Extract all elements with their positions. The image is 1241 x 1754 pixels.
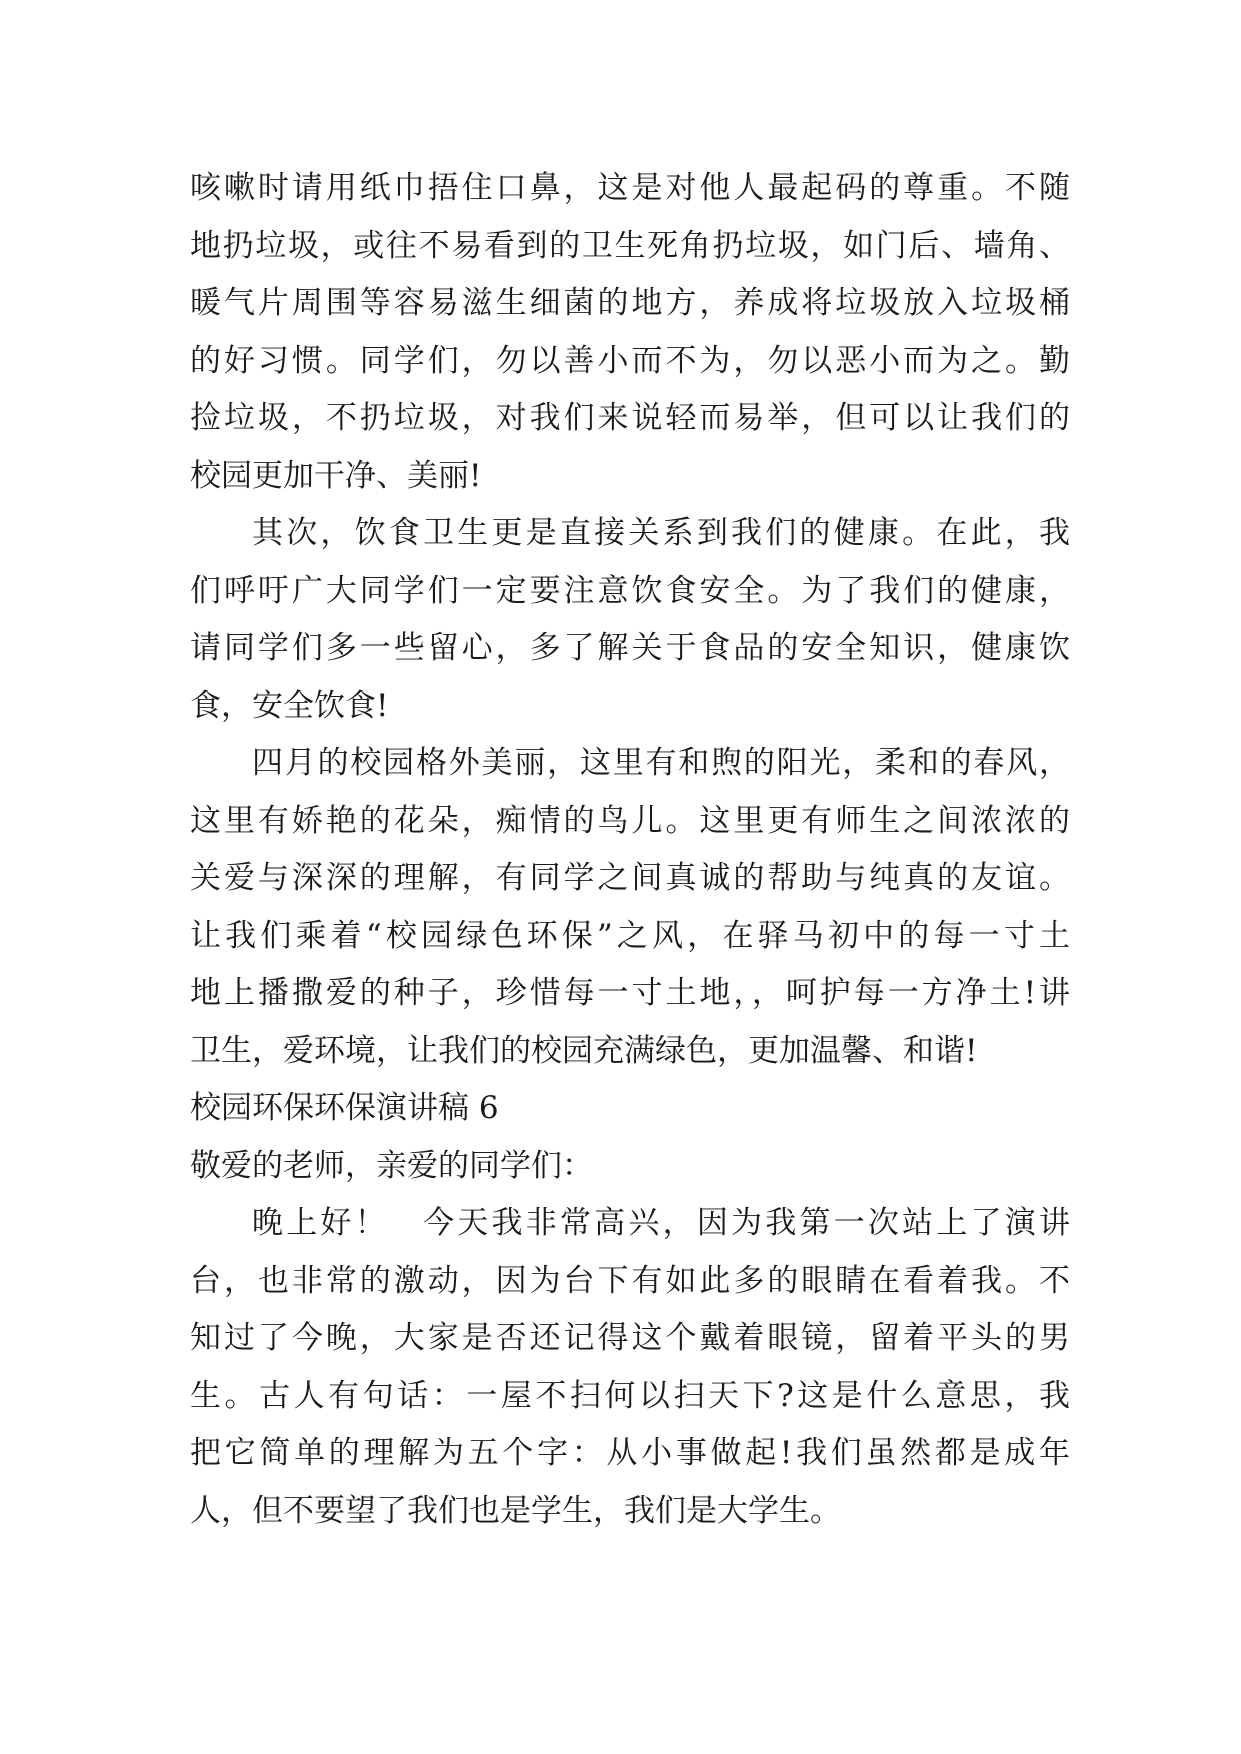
text-line: 地扔垃圾，或往不易看到的卫生死角扔垃圾，如门后、墙角、: [190, 227, 1070, 264]
paragraph-start-line: 四月的校园格外美丽，这里有和煦的阳光，柔和的春风，: [252, 745, 1070, 781]
text-line: 让我们乘着“校园绿色环保”之风，在驿马初中的每一寸土: [190, 917, 1070, 954]
text-line: 生。古人有句话：一屋不扫何以扫天下?这是什么意思，我: [190, 1377, 1070, 1414]
text-line: 卫生，爱环境，让我们的校园充满绿色，更加温馨、和谐!: [190, 1032, 978, 1069]
text-line: 把它简单的理解为五个字：从小事做起!我们虽然都是成年: [190, 1435, 1070, 1471]
text-line: 知过了今晚，大家是否还记得这个戴着眼镜，留着平头的男: [190, 1320, 1070, 1356]
text-line: 的好习惯。同学们，勿以善小而不为，勿以恶小而为之。勤: [190, 342, 1070, 379]
text-line: 校园更加干净、美丽!: [190, 457, 482, 494]
text-line: 请同学们多一些留心，多了解关于食品的安全知识，健康饮: [190, 630, 1070, 666]
paragraph-start-line: 其次，饮食卫生更是直接关系到我们的健康。在此，我: [252, 515, 1070, 551]
text-line: 暖气片周围等容易滋生细菌的地方，养成将垃圾放入垃圾桶: [190, 285, 1070, 321]
text-line: 食，安全饮食!: [190, 687, 389, 724]
paragraph-start-line: 晚上好！ 今天我非常高兴，因为我第一次站上了演讲: [252, 1205, 1070, 1241]
section-heading: 校园环保环保演讲稿 6: [190, 1090, 499, 1126]
salutation: 敬爱的老师，亲爱的同学们：: [190, 1147, 593, 1184]
text-line: 咳嗽时请用纸巾捂住口鼻，这是对他人最起码的尊重。不随: [190, 170, 1070, 206]
document-body: [190, 160, 1070, 1540]
text-line: 关爱与深深的理解，有同学之间真诚的帮助与纯真的友谊。: [190, 860, 1070, 896]
text-line: 台，也非常的激动，因为台下有如此多的眼睛在看着我。不: [190, 1262, 1070, 1299]
text-line: 们呼吁广大同学们一定要注意饮食安全。为了我们的健康，: [190, 572, 1070, 609]
text-line: 这里有娇艳的花朵，痴情的鸟儿。这里更有师生之间浓浓的: [190, 802, 1070, 839]
text-line: 捡垃圾，不扔垃圾，对我们来说轻而易举，但可以让我们的: [190, 400, 1070, 436]
text-line: 人，但不要望了我们也是学生，我们是大学生。: [190, 1492, 841, 1529]
text-line: 地上播撒爱的种子，珍惜每一寸土地，，呵护每一方净土!讲: [190, 975, 1070, 1011]
